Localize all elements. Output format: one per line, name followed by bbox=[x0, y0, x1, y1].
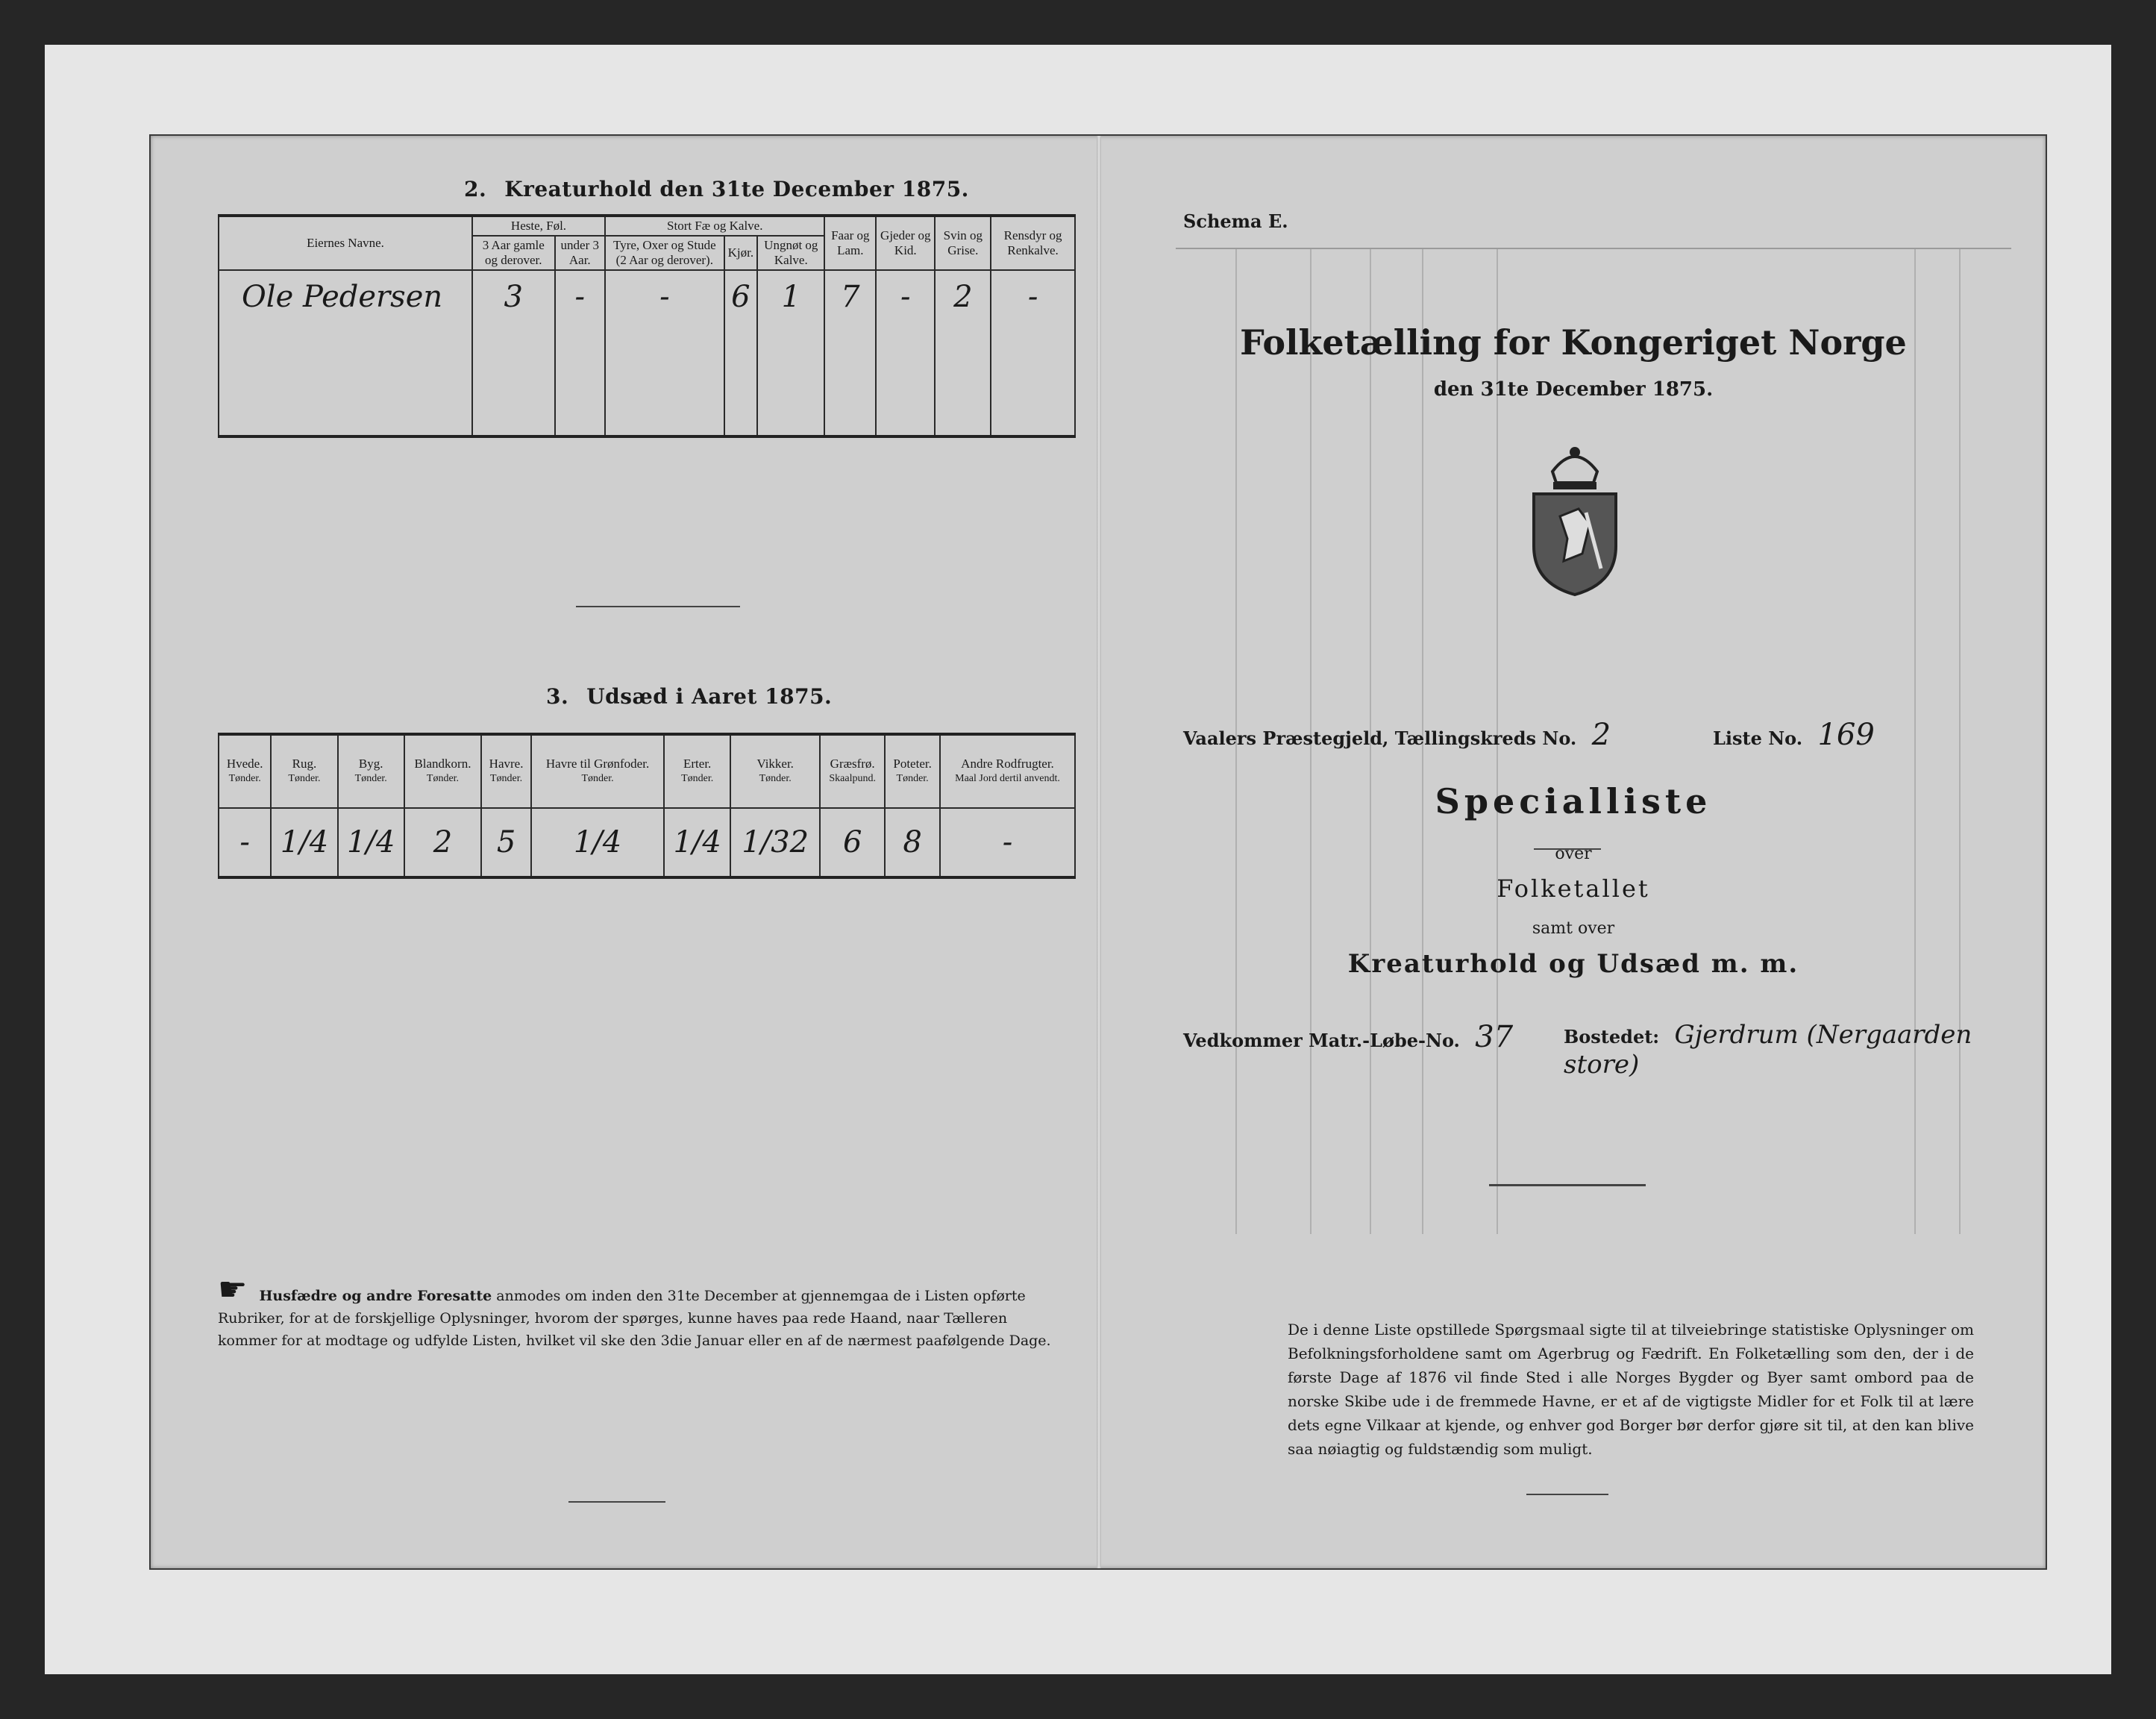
seed-col-header bbox=[271, 734, 337, 808]
seed-col-name: Poteter. bbox=[893, 757, 932, 771]
section2-number: 2. bbox=[464, 177, 487, 201]
section2-heading bbox=[464, 177, 969, 201]
livestock-table bbox=[218, 214, 1076, 438]
seed-col-name: Vikker. bbox=[756, 757, 794, 771]
seed-col-name: Hvede. bbox=[226, 757, 263, 771]
owner-name: Ole Pedersen bbox=[219, 270, 472, 323]
sheep-header: Faar og Lam. bbox=[824, 216, 876, 270]
seed-col-unit: Tønder. bbox=[759, 773, 792, 784]
divider bbox=[1489, 1184, 1646, 1186]
table-row bbox=[219, 323, 1075, 360]
seed-col-name: Rug. bbox=[292, 757, 317, 771]
seed-value: 1/4 bbox=[664, 808, 730, 877]
table-row bbox=[219, 270, 1075, 323]
seed-col-name: Havre til Grønfoder. bbox=[545, 757, 650, 771]
matr-label: Vedkommer Matr.-Løbe-No. bbox=[1183, 1030, 1460, 1051]
cattle-header: Stort Fæ og Kalve. bbox=[605, 216, 824, 236]
section3-title: Udsæd i Aaret 1875. bbox=[586, 684, 833, 709]
seed-value: 8 bbox=[885, 808, 940, 877]
section2-title: Kreaturhold den 31te December 1875. bbox=[504, 177, 969, 201]
reindeer-value: - bbox=[991, 270, 1075, 323]
seed-value: - bbox=[219, 808, 271, 877]
reindeer-header: Rensdyr og Renkalve. bbox=[991, 216, 1075, 270]
horses-header: Heste, Føl. bbox=[472, 216, 605, 236]
seed-col-unit: Tønder. bbox=[354, 773, 387, 784]
cows-header: Kjør. bbox=[724, 236, 757, 270]
seed-col-unit: Skaalpund. bbox=[829, 773, 876, 784]
list-number: 169 bbox=[1817, 718, 1875, 752]
page-date: den 31te December 1875. bbox=[1433, 378, 1714, 401]
kreaturhold-label: Kreaturhold og Udsæd m. m. bbox=[1347, 949, 1799, 979]
page-title: Folketælling for Kongeriget Norge bbox=[1240, 322, 1907, 363]
seed-col-header bbox=[885, 734, 940, 808]
coat-of-arms-icon bbox=[1519, 442, 1631, 598]
seed-col-name: Græsfrø. bbox=[830, 757, 875, 771]
district-number: 2 bbox=[1591, 718, 1611, 752]
bulls-value: - bbox=[605, 270, 724, 323]
folketallet-label: Folketallet bbox=[1497, 874, 1650, 903]
seed-value: - bbox=[940, 808, 1075, 877]
seed-value: 6 bbox=[820, 808, 885, 877]
bosted-line bbox=[1564, 1020, 2046, 1080]
seed-col-header bbox=[730, 734, 820, 808]
bulls-header: Tyre, Oxer og Stude (2 Aar og derover). bbox=[605, 236, 724, 270]
owner-header: Eiernes Navne. bbox=[219, 216, 472, 270]
goats-value: - bbox=[876, 270, 935, 323]
seed-col-name: Havre. bbox=[489, 757, 524, 771]
divider bbox=[568, 1501, 665, 1503]
samt-over-label: samt over bbox=[1532, 919, 1615, 938]
horses-young-header: under 3 Aar. bbox=[555, 236, 605, 270]
over-label: over bbox=[1555, 845, 1592, 863]
seed-col-unit: Tønder. bbox=[681, 773, 714, 784]
seed-col-name: Andre Rodfrugter. bbox=[961, 757, 1054, 771]
seed-col-header bbox=[404, 734, 481, 808]
pigs-header: Svin og Grise. bbox=[935, 216, 991, 270]
seed-value: 5 bbox=[481, 808, 531, 877]
divider bbox=[1526, 1494, 1608, 1495]
seed-col-header bbox=[338, 734, 404, 808]
notice-lead: Husfædre og andre Foresatte bbox=[259, 1288, 492, 1304]
seed-col-unit: Tønder. bbox=[228, 773, 261, 784]
seed-value: 2 bbox=[404, 808, 481, 877]
seed-col-unit: Tønder. bbox=[896, 773, 929, 784]
table-row bbox=[219, 808, 1075, 877]
seed-value: 1/4 bbox=[338, 808, 404, 877]
goats-header: Gjeder og Kid. bbox=[876, 216, 935, 270]
section3-number: 3. bbox=[546, 684, 569, 709]
horses-young-value: - bbox=[555, 270, 605, 323]
parish-label: Vaalers Præstegjeld, Tællingskreds No. bbox=[1183, 727, 1577, 749]
seed-value: 1/4 bbox=[531, 808, 664, 877]
horses-old-value: 3 bbox=[472, 270, 555, 323]
seed-header-row bbox=[219, 734, 1075, 808]
seed-col-header bbox=[820, 734, 885, 808]
list-line bbox=[1713, 718, 1884, 752]
seed-col-name: Blandkorn. bbox=[414, 757, 471, 771]
list-label: Liste No. bbox=[1713, 727, 1803, 749]
seed-col-header bbox=[940, 734, 1075, 808]
seed-value: 1/32 bbox=[730, 808, 820, 877]
seed-col-header bbox=[219, 734, 271, 808]
table-row bbox=[219, 398, 1075, 436]
notice-paragraph bbox=[218, 1271, 1068, 1352]
seed-col-header bbox=[531, 734, 664, 808]
divider bbox=[576, 606, 740, 607]
bosted-label: Bostedet: bbox=[1564, 1026, 1660, 1048]
right-page bbox=[1101, 136, 2046, 1568]
seed-col-unit: Tønder. bbox=[288, 773, 321, 784]
seed-col-header bbox=[481, 734, 531, 808]
seed-col-header bbox=[664, 734, 730, 808]
horses-old-header: 3 Aar gamle og derover. bbox=[472, 236, 555, 270]
matr-number: 37 bbox=[1475, 1020, 1514, 1054]
pointing-hand-icon: ☛ bbox=[218, 1271, 248, 1309]
seed-col-unit: Tønder. bbox=[581, 773, 614, 784]
schema-label: Schema E. bbox=[1183, 210, 1288, 232]
parish-line bbox=[1183, 718, 1620, 752]
bosted-value: Gjerdrum (Nergaarden store) bbox=[1564, 1020, 1972, 1080]
section3-heading bbox=[546, 684, 832, 709]
seed-col-unit: Tønder. bbox=[426, 773, 460, 784]
cows-value: 6 bbox=[724, 270, 757, 323]
census-sheet bbox=[149, 134, 2047, 1570]
seed-table bbox=[218, 733, 1076, 879]
young-cattle-value: 1 bbox=[757, 270, 824, 323]
young-cattle-header: Ungnøt og Kalve. bbox=[757, 236, 824, 270]
left-page bbox=[151, 136, 1097, 1568]
spec-title: Specialliste bbox=[1435, 781, 1712, 821]
table-row bbox=[219, 360, 1075, 398]
seed-value: 1/4 bbox=[271, 808, 337, 877]
seed-col-name: Byg. bbox=[358, 757, 383, 771]
matr-line bbox=[1183, 1020, 1522, 1054]
sheep-value: 7 bbox=[824, 270, 876, 323]
intro-paragraph: De i denne Liste opstillede Spørgsmaal sigte til at tilveiebringe statistiske Oplysninger om Befolkningsforholdene samt om Agerbrug og Fædrift. En Folketælling som den, der i de første Dage af 1876 vil finde Sted i alle Norges Bygder og Byer samt ombord paa de norske Skibe ude i de fremmede Havne, er et af de vigtigste Midler for et Folk til at lære dets egne Vilkaar at kjende, og enhver god Borger bør derfor gjøre sit til, at den kan blive saa nøiagtig og fuldstændig som muligt. bbox=[1288, 1321, 1974, 1458]
notice-text: anmodes om inden den 31te December at gjennemgaa de i Listen opførte Rubriker, for at de forskjellige Oplysninger, hvorom der spørges, kunne haves paa rede Haand, naar Tælleren kommer for at modtage og udfylde Listen, hvilket vil ske den 3die Januar eller en af de nærmest paafølgende Dage. bbox=[218, 1288, 1051, 1349]
pigs-value: 2 bbox=[935, 270, 991, 323]
seed-col-unit: Maal Jord dertil anvendt. bbox=[955, 773, 1060, 784]
seed-col-unit: Tønder. bbox=[489, 773, 523, 784]
seed-col-name: Erter. bbox=[683, 757, 712, 771]
